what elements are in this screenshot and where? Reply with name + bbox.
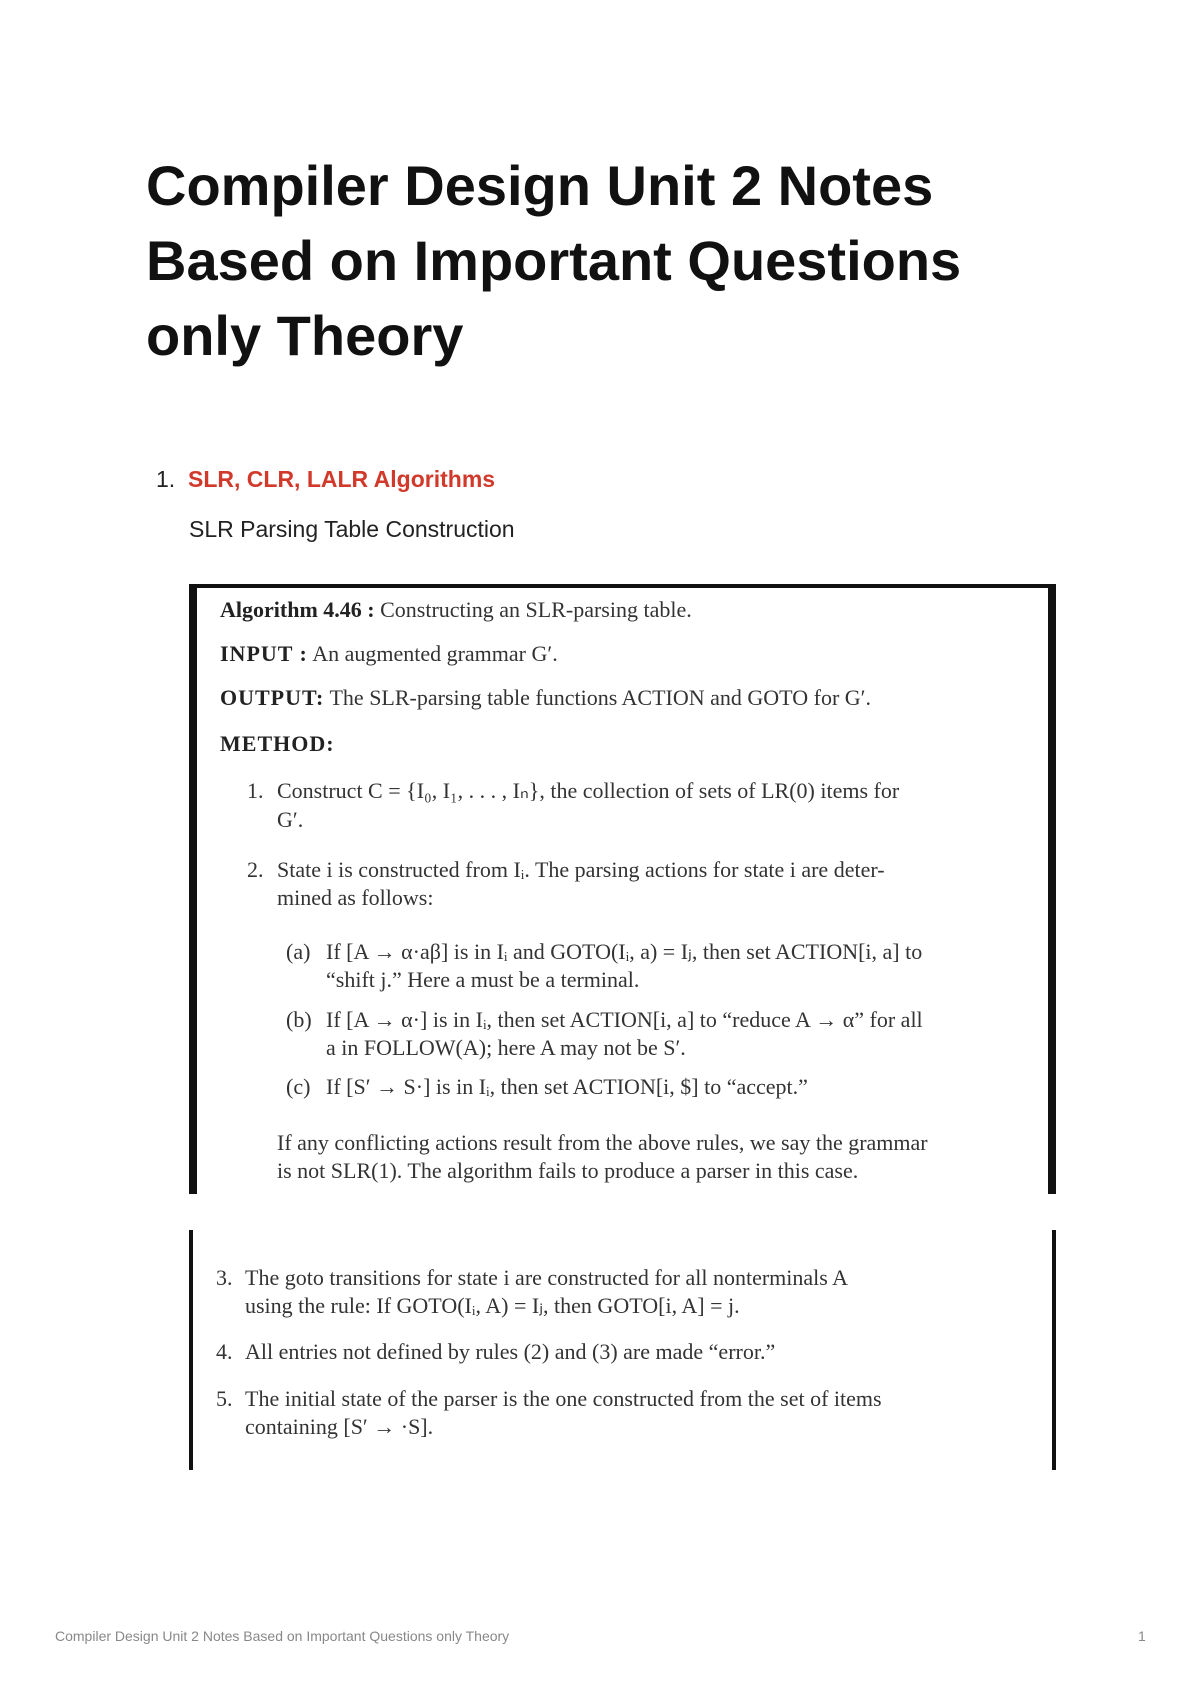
title-line: Based on Important Questions (146, 229, 962, 292)
substep-label: (a) (286, 939, 311, 964)
title-line: only Theory (146, 304, 464, 367)
step-text: Construct C = {I₀, I₁, . . . , Iₙ}, the collection of sets of LR(0) items for (277, 778, 900, 803)
section-heading (156, 466, 495, 493)
step-number: 4. (216, 1339, 233, 1364)
substep-text: If [A → α·] is in Iᵢ, then set ACTION[i, a] to “reduce A → α” for all (326, 1007, 923, 1032)
algorithm-title-line (220, 596, 692, 624)
input-label: INPUT : (220, 641, 308, 666)
page-title (146, 148, 1106, 373)
output-label: OUTPUT: (220, 685, 325, 710)
step-text: mined as follows: (277, 885, 434, 910)
substep-label: (b) (286, 1007, 312, 1032)
step-text: The initial state of the parser is the one constructed from the set of items (245, 1386, 882, 1411)
section-number: 1. (156, 466, 176, 492)
subheading: SLR Parsing Table Construction (189, 516, 515, 542)
section-title: SLR, CLR, LALR Algorithms (188, 466, 496, 492)
title-line: Compiler Design Unit 2 Notes (146, 154, 934, 217)
substep-text: a in FOLLOW(A); here A may not be S′. (326, 1035, 686, 1060)
step-number: 1. (247, 778, 264, 803)
substep-text: “shift j.” Here a must be a terminal. (326, 967, 640, 992)
page-footer: Compiler Design Unit 2 Notes Based on Important Questions only Theory (55, 1628, 510, 1644)
step-text: All entries not defined by rules (2) and (3) are made “error.” (245, 1339, 776, 1364)
step-text: using the rule: If GOTO(Iᵢ, A) = Iⱼ, then GOTO[i, A] = j. (245, 1293, 740, 1318)
conflict-text: is not SLR(1). The algorithm fails to produce a parser in this case. (277, 1158, 859, 1183)
substep-label: (c) (286, 1074, 311, 1099)
step-text: containing [S′ → ·S]. (245, 1414, 434, 1439)
step-text: The goto transitions for state i are constructed for all nonterminals A (245, 1265, 849, 1290)
input-line (220, 640, 558, 668)
substep-text: If [S′ → S·] is in Iᵢ, then set ACTION[i, $] to “accept.” (326, 1074, 808, 1099)
algorithm-label: Algorithm 4.46 : (220, 597, 375, 622)
step-text: State i is constructed from Iᵢ. The parsing actions for state i are deter- (277, 857, 885, 882)
step-number: 5. (216, 1386, 233, 1411)
step-number: 2. (247, 857, 264, 882)
output-text: The SLR-parsing table functions ACTION and GOTO for G′. (329, 685, 871, 710)
substep-text: If [A → α·aβ] is in Iᵢ and GOTO(Iᵢ, a) = Iⱼ, then set ACTION[i, a] to (326, 939, 923, 964)
page-number: 1 (1138, 1628, 1146, 1644)
input-text: An augmented grammar G′. (312, 641, 558, 666)
algorithm-image-box (189, 584, 1056, 1194)
conflict-text: If any conflicting actions result from the above rules, we say the grammar (277, 1130, 928, 1155)
method-label: METHOD: (220, 731, 335, 756)
algorithm-title: Constructing an SLR-parsing table. (380, 597, 692, 622)
output-line (220, 684, 871, 712)
step-number: 3. (216, 1265, 233, 1290)
step-text: G′. (277, 807, 304, 832)
algorithm-image-box-continued (189, 1230, 1056, 1470)
